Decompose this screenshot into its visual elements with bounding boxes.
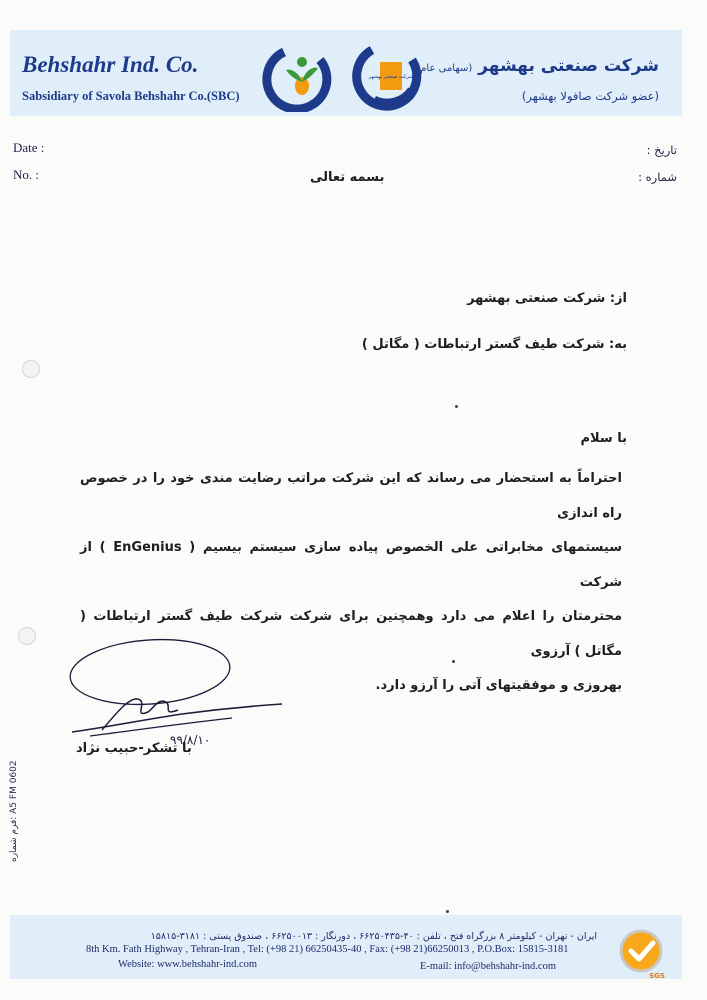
company-subsidiary-en: Sabsidiary of Savola Behshahr Co.(SBC): [22, 89, 240, 103]
signer-closing: با تشکر-حبیب نژاد: [76, 741, 192, 756]
letter-greeting: با سلام: [580, 431, 627, 446]
company-subsidiary-fa: (عضو شرکت صافولا بهشهر): [521, 89, 659, 103]
footer-address-fa: ایران - تهران - کیلومتر ۸ بزرگراه فتح ، تلفن : ۴۰-۶۶۲۵۰۴۳۵ ، دورنگار : ۶۶۲۵۰۰۱۳ ، صندوق پستی : ۳۱۸۱-۱۵۸۱۵: [150, 931, 597, 942]
letter-to: به: شرکت طیف گستر ارتباطات ( مگاتل ): [361, 337, 627, 352]
footer-website: Website: www.behshahr-ind.com: [118, 959, 258, 970]
form-number: فرم شماره: A5 FM 0602: [9, 760, 19, 862]
paper-speck: [452, 660, 455, 663]
company-name-fa: [416, 56, 659, 76]
sgs-certification-icon: [613, 925, 673, 981]
body-line: سیستمهای مخابراتی علی الخصوص پیاده سازی سیستم بیسیم ( EnGenius ) از شرکت: [80, 540, 622, 590]
basmala-heading: بسمه تعالی: [310, 170, 385, 185]
date-label-fa: تاریخ :: [646, 143, 677, 157]
handwritten-date: ۹۹/۸/۱۰: [170, 733, 211, 747]
sgs-label: SGS: [649, 972, 665, 980]
plant-logo-icon: [267, 51, 327, 109]
body-line: محترمتان را اعلام می دارد وهمچنین برای شرکت شرکت طیف گستر ارتباطات ( مگاتل ) آرزوی: [80, 609, 622, 659]
handwritten-signature: [62, 632, 292, 752]
punch-hole-mark: [22, 360, 40, 378]
company-name-en: Behshahr Ind. Co.: [22, 52, 199, 77]
company-type-fa: (سهامی عام): [416, 63, 473, 74]
number-label-en: No. :: [13, 167, 39, 182]
savola-logo-icon: [357, 50, 417, 106]
body-line: بهروزی و موفقیتهای آتی را آرزو دارد.: [375, 678, 622, 693]
logo-text: شرکت صنعتی بهشهر: [368, 74, 414, 80]
number-label-fa: شماره :: [638, 170, 677, 184]
footer-address-en: 8th Km. Fath Highway , Tehran-Iran , Tel: (+98 21) 66250435-40 , Fax: (+98 21)66250013 , P.O.Box: 15815-3181: [86, 944, 569, 955]
date-label-en: Date :: [13, 140, 45, 155]
company-logo: [262, 40, 427, 112]
footer-email: E-mail: info@behshahr-ind.com: [420, 961, 557, 972]
letter-from: از: شرکت صنعتی بهشهر: [467, 291, 627, 306]
punch-hole-mark: [18, 627, 36, 645]
paper-speck: [455, 405, 458, 408]
company-name-fa-text: شرکت صنعتی بهشهر: [478, 56, 659, 76]
paper-speck: [446, 910, 449, 913]
body-line: احتراماً به استحضار می رساند که این شرکت مراتب رضایت مندی خود را در خصوص راه اندازی: [80, 471, 622, 521]
